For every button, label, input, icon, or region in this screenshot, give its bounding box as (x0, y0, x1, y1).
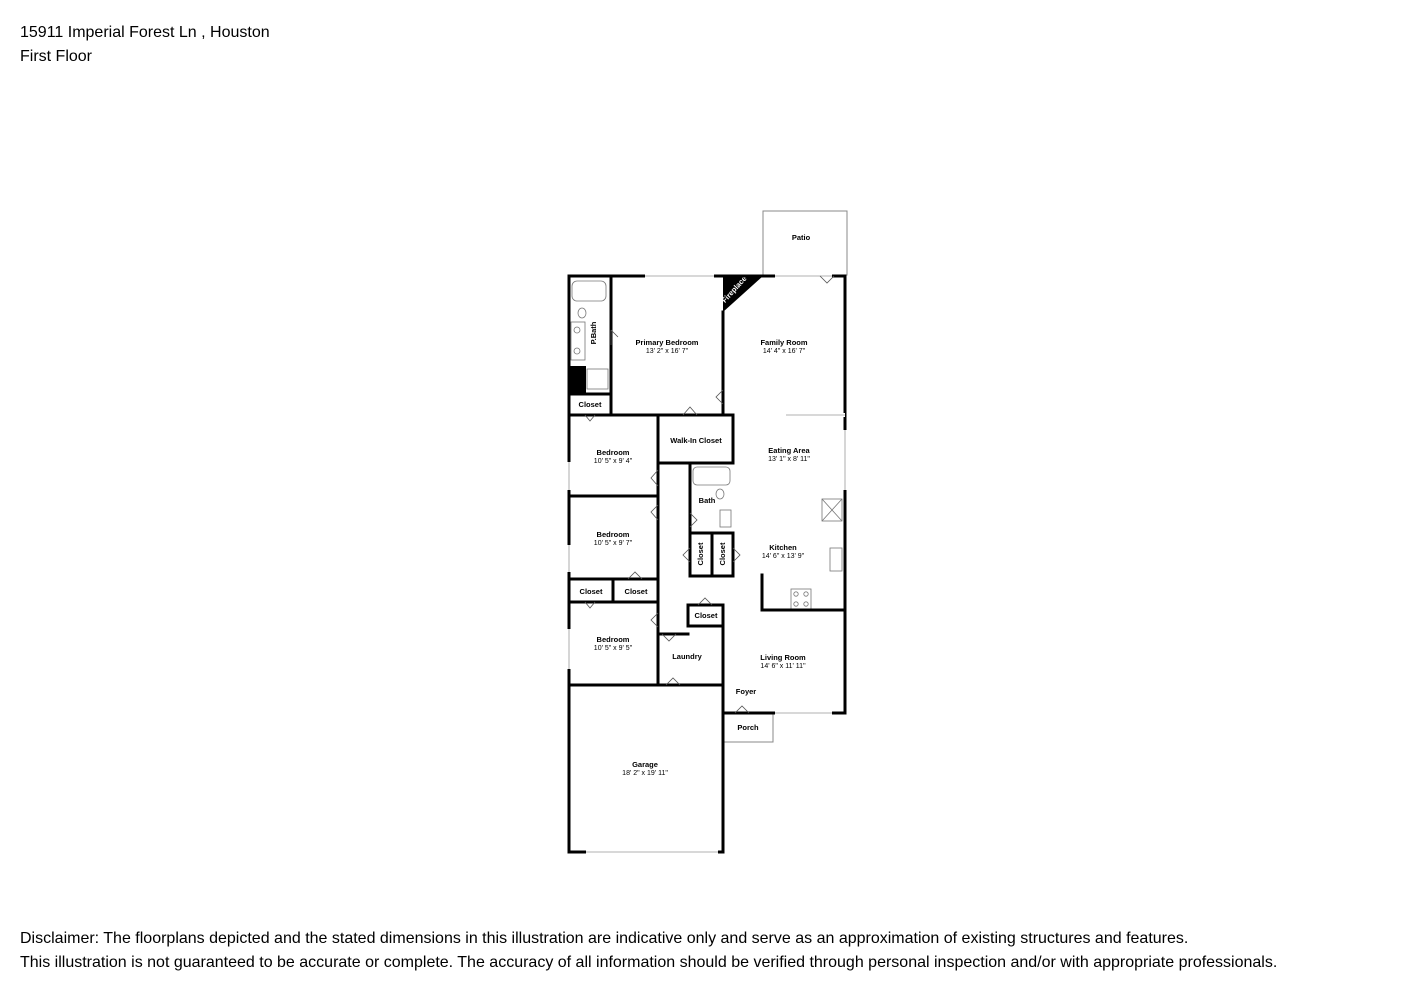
kitchen-label: Kitchen (769, 543, 797, 552)
family-room-dims: 14' 4" x 16' 7" (762, 348, 806, 355)
closet-hall-2-label: Closet (624, 587, 648, 596)
closet-primary-label: Closet (578, 400, 602, 409)
floor-label: First Floor (20, 48, 92, 65)
primary-bedroom-label: Primary Bedroom (635, 338, 699, 347)
family-room-label: Family Room (760, 338, 808, 347)
patio-label: Patio (791, 233, 811, 242)
patio-outline (763, 211, 847, 275)
disclaimer-line-2: This illustration is not guaranteed to be accurate or complete. The accuracy of all information should be verified through personal inspection and/or with appropriate professionals. (20, 954, 1278, 971)
address-title: 15911 Imperial Forest Ln , Houston (20, 24, 270, 41)
closet-right-label: Closet (718, 542, 727, 566)
eating-area-dims: 13' 1" x 8' 11" (768, 456, 810, 463)
foyer-label: Foyer (735, 687, 757, 696)
closet-laundry-label: Closet (694, 611, 718, 620)
closet-hall-1-label: Closet (579, 587, 603, 596)
living-room-label: Living Room (760, 653, 806, 662)
garage-label: Garage (632, 760, 658, 769)
closet-left-label: Closet (696, 542, 705, 566)
kitchen-dims: 14' 6" x 13' 9" (761, 553, 805, 560)
bedroom-1-label: Bedroom (596, 448, 630, 457)
laundry-label: Laundry (672, 652, 702, 661)
pbath-label: P.Bath (589, 321, 598, 345)
bedroom-3-label: Bedroom (596, 635, 630, 644)
walk-in-closet-label: Walk-In Closet (670, 436, 722, 445)
bedroom-3-dims: 10' 5" x 9' 5" (593, 645, 633, 652)
shower-block (569, 366, 586, 394)
bedroom-2-label: Bedroom (596, 530, 630, 539)
disclaimer-line-1: Disclaimer: The floorplans depicted and the stated dimensions in this illustration are indicative only and serve as an approximation of existing structures and features. (20, 930, 1189, 947)
eating-area-label: Eating Area (768, 446, 810, 455)
fireplace-label: Fireplace (719, 274, 749, 305)
walls (569, 276, 845, 852)
room-labels (579, 233, 811, 777)
primary-bedroom-dims: 13' 2" x 16' 7" (645, 348, 689, 355)
fireplace (720, 274, 763, 312)
living-room-dims: 14' 6" x 11' 11" (760, 663, 806, 670)
bath-label: Bath (698, 496, 716, 505)
disclaimer (20, 927, 1277, 975)
bedroom-1-dims: 10' 5" x 9' 4" (593, 458, 633, 465)
porch-label: Porch (737, 723, 759, 732)
bedroom-2-dims: 10' 5" x 9' 7" (593, 540, 633, 547)
garage-dims: 18' 2" x 19' 11" (622, 770, 668, 777)
